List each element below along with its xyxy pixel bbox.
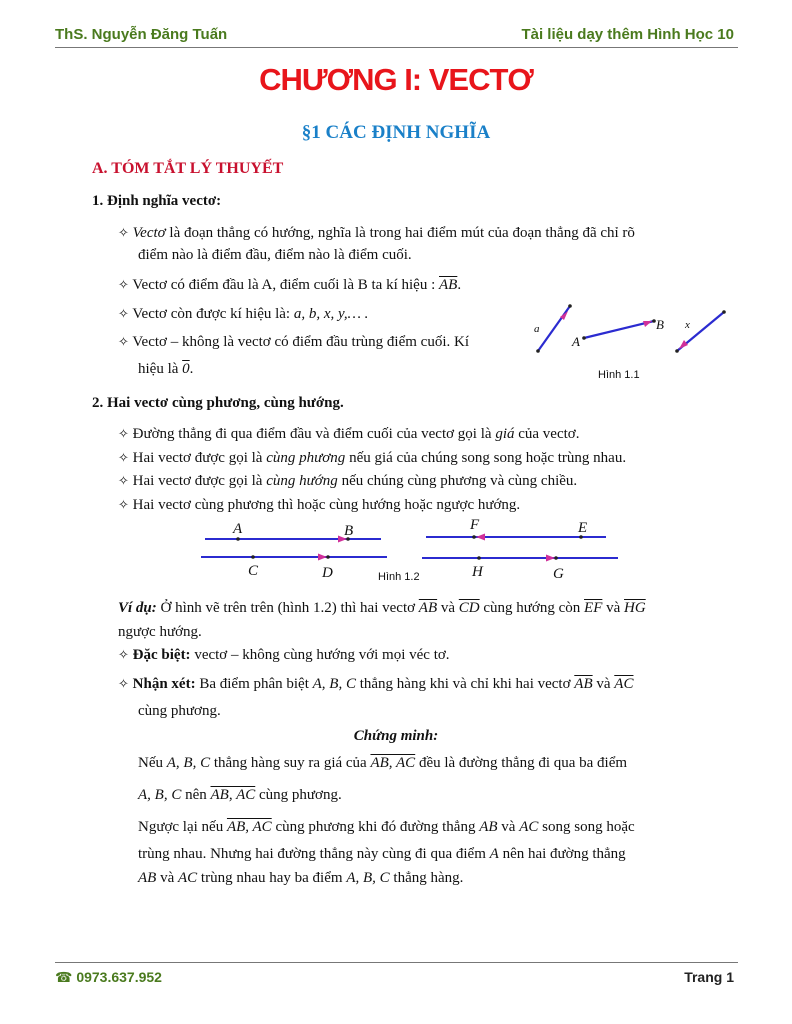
item1-bullet1 [118,223,635,244]
label-C: C [248,563,259,579]
arrow-head-icon [476,534,485,541]
vector-a-line [538,306,570,351]
bullet-icon: ✧ [118,648,129,663]
bullet-icon: ✧ [118,278,129,293]
vector-hg-symbol: $\overline{HG}$ [624,600,646,616]
line-ab-symbol: AB [479,819,498,835]
item2-heading: 2. Hai vectơ cùng phương, cùng hướng. [92,395,344,411]
proof-line4 [138,844,626,864]
figure-1-2-caption: Hình 1.2 [378,571,420,583]
item1-b4-cont-text: hiệu là [138,361,183,377]
item1-heading: 1. Định nghĩa vectơ: [92,193,222,209]
proof-text: đều là đường thẳng đi qua ba điểm [415,755,628,771]
example-and: và [602,600,625,616]
proof-text: cùng phương. [255,787,342,803]
label-x: x [685,319,690,331]
point-dot [251,555,255,559]
label-G: G [553,566,564,582]
label-B: B [656,317,664,332]
line-ac-symbol: AC [178,870,198,886]
proof-line3 [138,817,635,837]
label-H: H [472,564,483,580]
bullet-icon: ✧ [118,498,129,513]
item1-bullet4-cont: hiệu là 0. [138,361,194,377]
example-text: Ở hình vẽ trên trên (hình 1.2) thì hai vectơ [156,600,419,616]
bullet-icon: ✧ [118,451,129,466]
point-dot [477,556,481,560]
item2-b1-text: Đường thẳng đi qua điểm đầu và điểm cuối của vectơ gọi là [132,426,496,442]
line-ac-symbol: AC [519,819,539,835]
proof-title-text: Chứng minh: [353,728,439,744]
proof-text: nên [181,787,211,803]
vector-ac-symbol: $\overline{AC}$ [614,676,634,692]
proof-text: và [156,870,178,886]
point-dot [568,304,572,308]
vector-ab-symbol: $\overline{AB}$ [439,277,458,293]
remark-label: Nhận xét: [132,676,196,692]
item1-bullet2: ✧ Vectơ có điểm đầu là A, điểm cuối là B ta kí hiệu : $\overline{AB}$. [118,277,462,293]
label-A: A [572,334,580,349]
header-author: ThS. Nguyễn Đăng Tuấn [55,26,228,43]
bullet-icon: ✧ [118,474,129,489]
proof-text: song song hoặc [538,819,635,835]
figure-1-1 [520,296,740,386]
item1-bullet1-cont: điểm nào là điểm đầu, điểm nào là điểm cuối. [138,247,412,263]
figure-1-2 [195,515,625,585]
point-a: A [489,846,499,862]
label-D: D [322,565,333,581]
bullet-icon: ✧ [118,226,129,241]
arrow-head-icon [679,340,688,349]
proof-text: và [497,819,520,835]
point-dot [582,336,586,340]
chapter-title: CHƯƠNG I: VECTƠ [259,62,533,97]
zero-vector-symbol: 0 [182,361,190,377]
example-line1 [118,598,646,618]
term-cung-huong: cùng hướng [266,473,338,489]
item2-b4-text: Hai vectơ cùng phương thì hoặc cùng hướng hoặc ngược hướng. [132,497,521,513]
vector-symbols: a, b, x, y,… . [293,306,369,322]
bullet-icon: ✧ [118,427,129,442]
term-gia: giá [495,426,515,442]
arrow-head-icon [546,555,555,562]
proof-line1 [138,753,627,773]
term-vecto: Vectơ [132,225,166,241]
item2-b2-text-end: nếu giá của chúng song song hoặc trùng nhau. [345,450,627,466]
remark-text: Ba điểm phân biệt [195,676,313,692]
label-B: B [344,523,354,539]
point-dot [675,349,679,353]
proof-line2 [138,785,342,805]
section-title: §1 CÁC ĐỊNH NGHĨA [301,122,491,143]
point-dot [236,537,240,541]
arrow-head-icon [643,321,652,327]
figure-1-1-caption: Hình 1.1 [598,369,640,381]
vector-cd-symbol: $\overline{CD}$ [458,600,480,616]
page-footer [55,962,738,992]
item2-bullet4 [118,495,520,516]
points-abc: A, B, C [346,870,390,886]
item1-b3-text: Vectơ còn được kí hiệu là: [132,306,294,322]
special-text: vectơ – không cùng hướng với mọi véc tơ. [190,647,450,663]
proof-text: trùng nhau hay ba điểm [197,870,347,886]
point-dot [472,535,476,539]
footer-phone: ☎ 0973.637.952 [55,969,162,985]
label-E: E [578,520,588,536]
proof-text: cùng phương khi đó đường thẳng [271,819,480,835]
bullet-icon: ✧ [118,307,129,322]
point-dot [536,349,540,353]
proof-text: Nếu [138,755,167,771]
item1-bullet3 [118,304,368,325]
item2-b1-text-end: của vectơ. [514,426,580,442]
points-abc: A, B, C [166,755,211,771]
special-note [118,645,450,666]
label-F: F [470,517,480,533]
remark-line1 [118,674,633,695]
vectors-ab-ac: AB, AC [210,787,256,803]
vector-ab-symbol: $\overline{AB}$ [574,676,593,692]
proof-line5 [138,868,463,888]
term-cung-phuong: cùng phương [266,450,346,466]
special-label: Đặc biệt: [132,647,191,663]
example-and: và [437,600,459,616]
label-A: A [233,521,243,537]
points-abc: A, B, C [138,787,182,803]
example-label: Ví dụ: [118,600,157,616]
proof-text: trùng nhau. Nhưng hai đường thẳng này cùng đi qua điểm [138,846,490,862]
item2-bullet1 [118,424,579,445]
item1-bullet4 [118,332,469,353]
remark-text-2: thẳng hàng khi và chỉ khi hai vectơ [355,676,575,692]
remark-line2: cùng phương. [138,703,221,719]
point-dot [722,310,726,314]
page-header [55,24,738,48]
line-ab-symbol: AB [138,870,157,886]
item1-b1-text: là đoạn thẳng có hướng, nghĩa là trong hai điểm mút của đoạn thẳng đã chỉ rõ [165,225,635,241]
item2-b2-text: Hai vectơ được gọi là [132,450,267,466]
proof-text: nên hai đường thẳng [498,846,626,862]
header-doc-title: Tài liệu dạy thêm Hình Học 10 [521,26,734,43]
proof-title [0,726,792,746]
item1-b2-text: Vectơ có điểm đầu là A, điểm cuối là B ta kí hiệu : [132,277,439,293]
arrow-head-icon [318,554,327,561]
item2-bullet2 [118,448,626,469]
item2-b3-text: Hai vectơ được gọi là [132,473,267,489]
remark-and: và [592,676,615,692]
page-number: Trang 1 [684,969,734,985]
label-a: a [534,323,540,335]
bullet-icon: ✧ [118,335,129,350]
vectors-ab-ac: AB, AC [370,755,416,771]
points-abc: A, B, C [312,676,356,692]
part-a-heading: A. TÓM TẮT LÝ THUYẾT [92,160,284,177]
item1-b4-text: Vectơ – không là vectơ có điểm đầu trùng điểm cuối. Kí [132,334,470,350]
example-mid: cùng hướng còn [479,600,585,616]
proof-text: thẳng hàng. [389,870,464,886]
vectors-ab-ac: AB, AC [226,819,272,835]
example-line2: ngược hướng. [118,624,202,640]
vector-ef-symbol: $\overline{EF}$ [584,600,603,616]
proof-text: Ngược lại nếu [138,819,227,835]
bullet-icon: ✧ [118,677,129,692]
item2-b3-text-end: nếu chúng cùng phương và cùng chiều. [337,473,578,489]
vector-ab-line [584,321,654,338]
item2-bullet3 [118,471,577,492]
vector-ab-symbol: $\overline{AB}$ [418,600,438,616]
proof-text: thẳng hàng suy ra giá của [210,755,371,771]
